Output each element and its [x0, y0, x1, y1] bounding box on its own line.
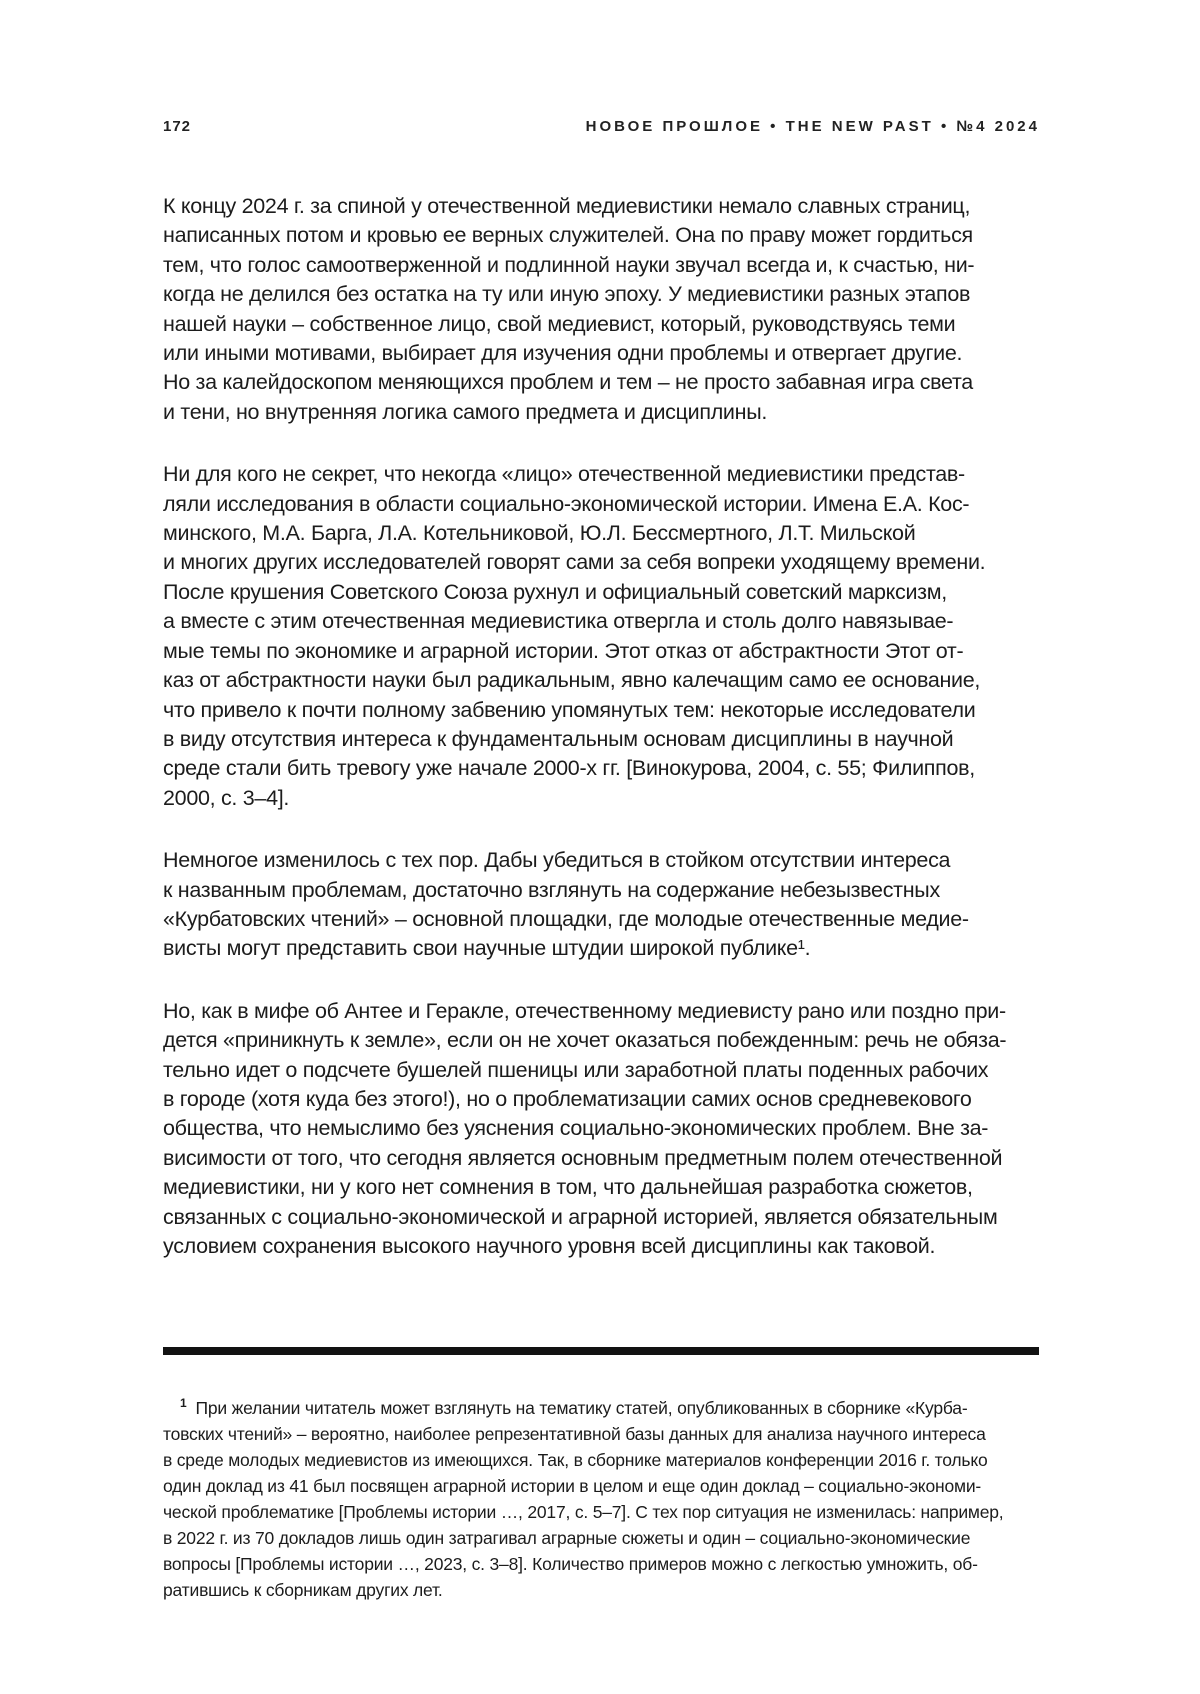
page-number: 172 — [163, 118, 192, 135]
running-head — [163, 118, 1040, 135]
paragraph-4: Но, как в мифе об Антее и Геракле, отечественному медиевисту рано или поздно при- дется «приникнуть к земле», если он не хочет оказаться побежденным: речь не обяза- тельно идет о подсчете бушелей пшеницы или заработной платы поденных рабочих в городе (хотя куда без этого!), но о проблематизации самих основ средневекового общества, что немыслимо без уяснения социально-экономических проблем. Вне за- висимости от того, что сегодня является основным предметным полем отечественной медиевистики, ни у кого нет сомнения в том, что дальнейшая разработка сюжетов, связанных с социально-экономической и аграрной историей, является обязательным условием сохранения высокого научного уровня всей дисциплины как таковой. — [163, 998, 1007, 1258]
paragraph-1: К концу 2024 г. за спиной у отечественной медиевистики немало славных страниц, написанных потом и кровью ее верных служителей. Она по праву может гордиться тем, что голос самоотверженной и подлинной науки звучал всегда и, к счастью, ни- когда не делился без остатка на ту или иную эпоху. У медиевистики разных этапов нашей науки – собственное лицо, свой медиевист, который, руководствуясь теми или иными мотивами, выбирает для изучения одни проблемы и отвергает другие. Но за калейдоскопом меняющихся проблем и тем – не просто забавная игра света и тени, но внутренняя логика самого предмета и дисциплины. — [163, 194, 975, 424]
footnote — [163, 1369, 1047, 1603]
journal-title: НОВОЕ ПРОШЛОЕ • THE NEW PAST • №4 2024 — [585, 118, 1040, 135]
footnote-text: При желании читатель может взглянуть на тематику статей, опубликованных в сборнике «Курба- товских чтений» – вероятно, наиболее репрезентативной базы данных для анализа научного интереса в среде молодых медиевистов из имеющихся. Так, в сборнике материалов конференции 2016 г. только один доклад из 41 был посвящен аграрной истории в целом и еще один доклад – социально-экономи- ческой проблематике [Проблемы истории …, 2017, с. 5–7]. С тех пор ситуация не изменилась: например, в 2022 г. из 70 докладов лишь один затрагивал аграрные сюжеты и один – социально-экономические вопросы [Проблемы истории …, 2023, с. 3–8]. Количество примеров можно с легкостью умножить, об- ратившись к сборникам других лет. — [163, 1398, 1004, 1600]
footnote-marker: 1 — [180, 1396, 187, 1411]
footnote-divider — [163, 1347, 1039, 1355]
paragraph-2: Ни для кого не секрет, что некогда «лицо» отечественной медиевистики представ- ляли исследования в области социально-экономической истории. Имена Е.А. Кос- минского, М.А. Барга, Л.А. Котельниковой, Ю.Л. Бессмертного, Л.Т. Мильской и многих других исследователей говорят сами за себя вопреки уходящему времени. После крушения Советского Союза рухнул и официальный советский марксизм, а вместе с этим отечественная медиевистика отвергла и столь долго навязывае- мые темы по экономике и аграрной истории. Этот отказ от абстрактности Этот от- каз от абстрактности науки был радикальным, явно калечащим само ее основание, что привело к почти полному забвению упомянутых тем: некоторые исследователи в виду отсутствия интереса к фундаментальным основам дисциплины в научной среде стали бить тревогу уже начале 2000-х гг. [Винокурова, 2004, с. 55; Филиппов, 2000, с. 3–4]. — [163, 462, 986, 810]
paragraph-3: Немногое изменилось с тех пор. Дабы убедиться в стойком отсутствии интереса к названным проблемам, достаточно взглянуть на содержание небезызвестных «Курбатовских чтений» – основной площадки, где молодые отечественные медие- висты могут представить свои научные штудии широкой публике¹. — [163, 848, 969, 961]
article-body — [163, 192, 1047, 1294]
